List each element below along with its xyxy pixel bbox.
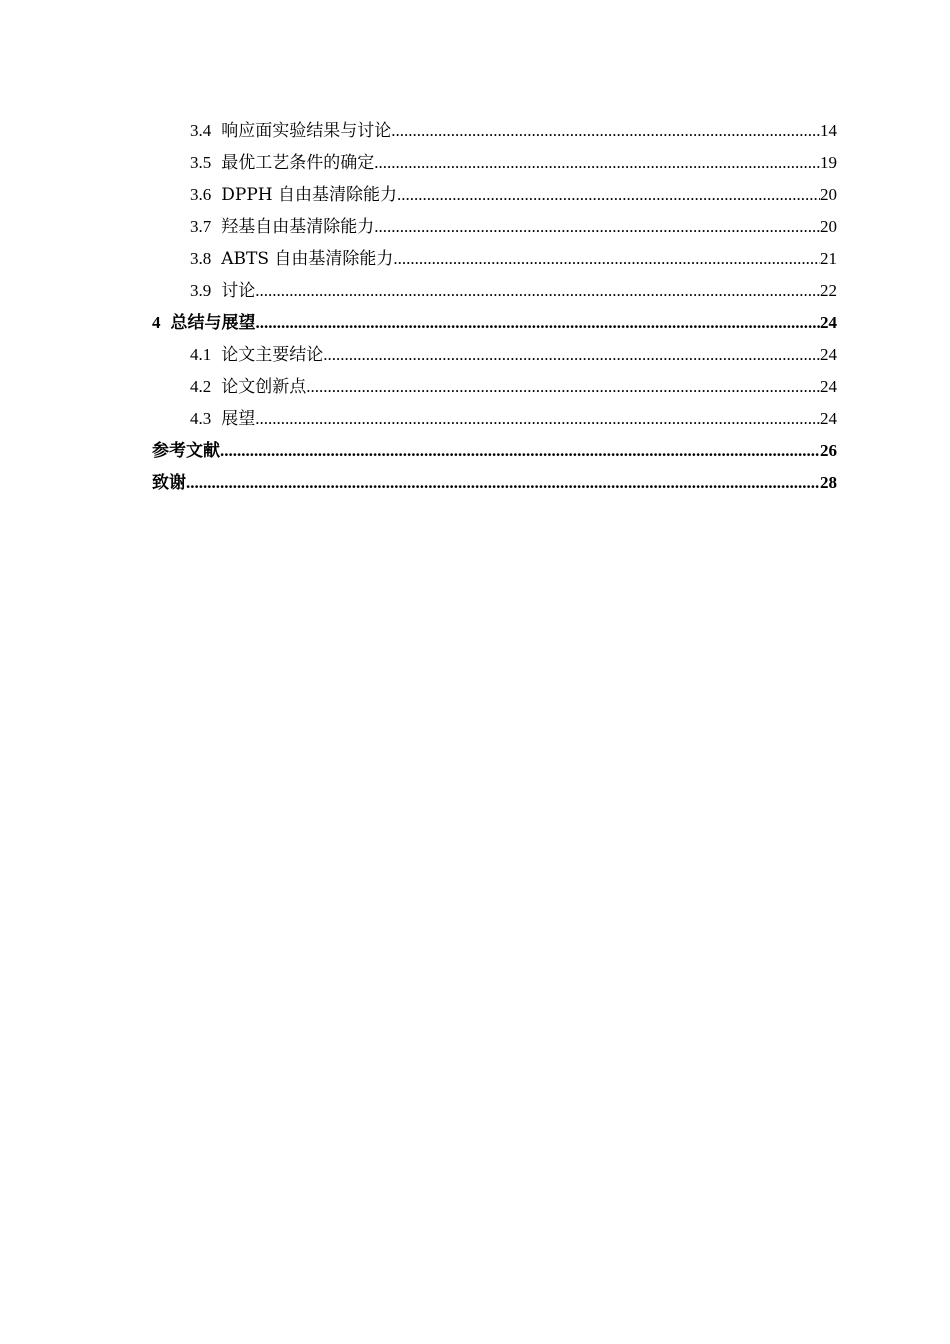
toc-entry-acknowledgements[interactable] (152, 467, 837, 499)
dot-leader (255, 403, 820, 435)
toc-entry-number: 3.4 (190, 121, 212, 140)
toc-entry-4-2[interactable] (152, 371, 837, 403)
dot-leader (306, 371, 820, 403)
dot-leader (397, 179, 820, 211)
toc-entry-page: 14 (820, 121, 837, 140)
toc-entry-page: 26 (820, 441, 837, 460)
toc-entry-3-9[interactable] (152, 275, 837, 307)
toc-entry-number: 3.9 (190, 281, 212, 300)
dot-leader (255, 275, 820, 307)
toc-entry-page: 24 (820, 409, 837, 428)
toc-entry-number: 3.6 (190, 185, 212, 204)
toc-entry-page: 28 (820, 473, 837, 492)
toc-entry-title: ABTS 自由基清除能力 (221, 249, 394, 269)
toc-entry-references[interactable] (152, 435, 837, 467)
toc-entry-page: 21 (820, 249, 837, 268)
dot-leader (220, 435, 820, 467)
toc-entry-3-5[interactable] (152, 147, 837, 179)
toc-entry-3-6[interactable] (152, 179, 837, 211)
toc-entry-title: 最优工艺条件的确定 (221, 153, 375, 173)
dot-leader (391, 115, 820, 147)
toc-entry-page: 24 (820, 377, 837, 396)
toc-entry-page: 20 (820, 185, 837, 204)
toc-entry-4-1[interactable] (152, 339, 837, 371)
toc-entry-number: 4.3 (190, 409, 212, 428)
dot-leader (256, 307, 821, 339)
toc-entry-number: 3.7 (190, 217, 212, 236)
dot-leader (374, 211, 820, 243)
toc-entry-title: 参考文献 (152, 441, 220, 461)
toc-entry-title: 总结与展望 (170, 313, 256, 333)
dot-leader (186, 467, 820, 499)
toc-entry-title: DPPH 自由基清除能力 (221, 185, 397, 205)
toc-entry-number: 4.2 (190, 377, 212, 396)
table-of-contents (152, 115, 837, 499)
toc-entry-number: 4 (152, 313, 161, 332)
toc-entry-page: 24 (820, 345, 837, 364)
toc-entry-3-4[interactable] (152, 115, 837, 147)
toc-entry-page: 24 (820, 313, 837, 332)
toc-entry-3-8[interactable] (152, 243, 837, 275)
dot-leader (374, 147, 820, 179)
toc-entry-number: 3.5 (190, 153, 212, 172)
toc-entry-page: 20 (820, 217, 837, 236)
toc-entry-number: 3.8 (190, 249, 212, 268)
toc-entry-title: 论文主要结论 (221, 345, 324, 365)
toc-entry-4-3[interactable] (152, 403, 837, 435)
toc-entry-4[interactable] (152, 307, 837, 339)
toc-entry-title: 致谢 (152, 473, 186, 493)
toc-entry-title: 羟基自由基清除能力 (221, 217, 375, 237)
toc-entry-3-7[interactable] (152, 211, 837, 243)
dot-leader (393, 243, 820, 275)
toc-entry-number: 4.1 (190, 345, 212, 364)
toc-entry-title: 响应面实验结果与讨论 (221, 121, 392, 141)
toc-entry-title: 论文创新点 (221, 377, 307, 397)
toc-entry-title: 展望 (221, 409, 256, 429)
toc-entry-page: 19 (820, 153, 837, 172)
dot-leader (323, 339, 820, 371)
toc-entry-title: 讨论 (221, 281, 256, 301)
toc-entry-page: 22 (820, 281, 837, 300)
